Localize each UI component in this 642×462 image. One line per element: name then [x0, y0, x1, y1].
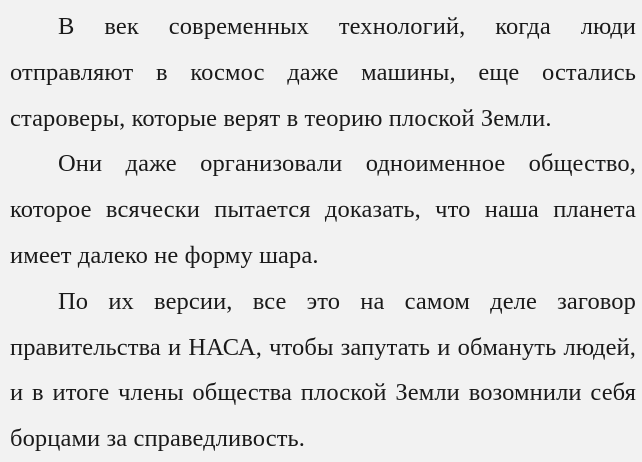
paragraph-1: В век современных технологий, когда люди отправляют в космос даже машины, еще остались староверы, которые верят в теорию плоской Земли. — [10, 13, 636, 132]
paragraph-3: По их версии, все это на самом деле заговор правительства и НАСА, чтобы запутать и обмануть людей, и в итоге члены общества плоской Земли возомнили себя борцами за справедливость. — [10, 287, 636, 453]
paragraph-2: Они даже организовали одноименное общество, которое всячески пытается доказать, что наша планета имеет далеко не форму шара. — [10, 150, 636, 269]
